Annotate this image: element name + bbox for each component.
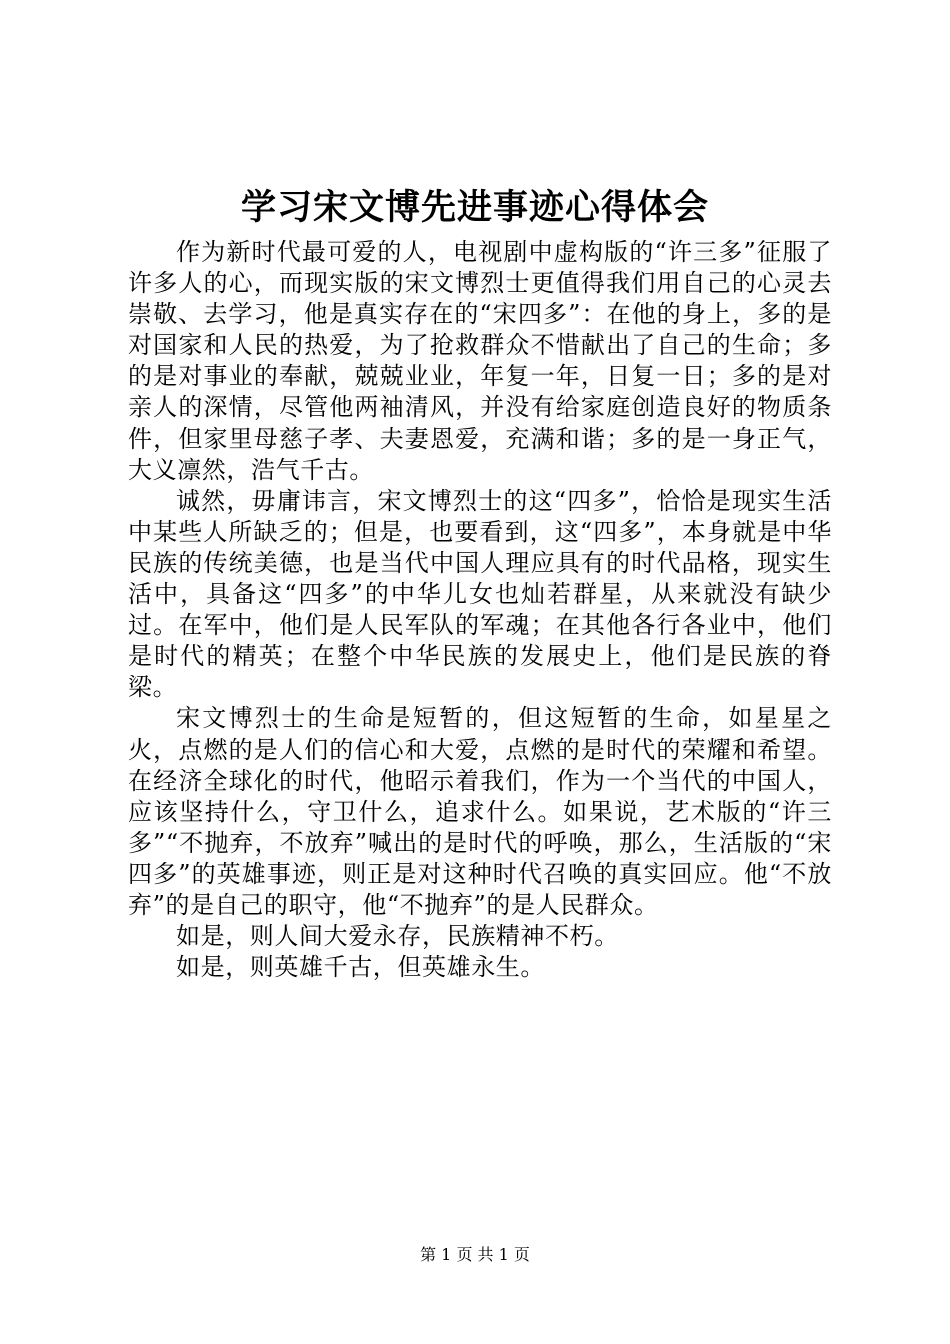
paragraph-2: 诚然，毋庸讳言，宋文博烈士的这“四多”，恰恰是现实生活中某些人所缺乏的；但是，也要看到，这“四多”，本身就是中华民族的传统美德，也是当代中国人理应具有的时代品格，现实生活中，具备这“四多”的中华儿女也灿若群星，从来就没有缺少过。在军中，他们是人民军队的军魂；在其他各行各业中，他们是时代的精英；在整个中华民族的发展史上，他们是民族的脊梁。 [128, 486, 832, 702]
document-title: 学习宋文博先进事迹心得体会 [240, 187, 709, 228]
paragraph-1: 作为新时代最可爱的人，电视剧中虚构版的“许三多”征服了许多人的心，而现实版的宋文博烈士更值得我们用自己的心灵去崇敬、去学习，他是真实存在的“宋四多”：在他的身上，多的是对国家和人民的热爱，为了抢救群众不惜献出了自己的生命；多的是对事业的奉献，兢兢业业，年复一年，日复一日；多的是对亲人的深情，尽管他两袖清风，并没有给家庭创造良好的物质条件，但家里母慈子孝、夫妻恩爱，充满和谐；多的是一身正气，大义凛然，浩气千古。 [128, 238, 832, 484]
paragraph-5: 如是，则英雄千古，但英雄永生。 [176, 953, 545, 982]
document-body [128, 237, 832, 983]
page-footer: 第 1 页 共 1 页 [420, 1245, 530, 1264]
paragraph-4: 如是，则人间大爱永存，民族精神不朽。 [176, 922, 619, 951]
paragraph-3: 宋文博烈士的生命是短暂的，但这短暂的生命，如星星之火，点燃的是人们的信心和大爱，点燃的是时代的荣耀和希望。在经济全球化的时代，他昭示着我们，作为一个当代的中国人，应该坚持什么，守卫什么，追求什么。如果说，艺术版的“许三多”“不抛弃，不放弃”喊出的是时代的呼唤，那么，生活版的“宋四多”的英雄事迹，则正是对这种时代召唤的真实回应。他“不放弃”的是自己的职守，他“不抛弃”的是人民群众。 [128, 704, 832, 919]
